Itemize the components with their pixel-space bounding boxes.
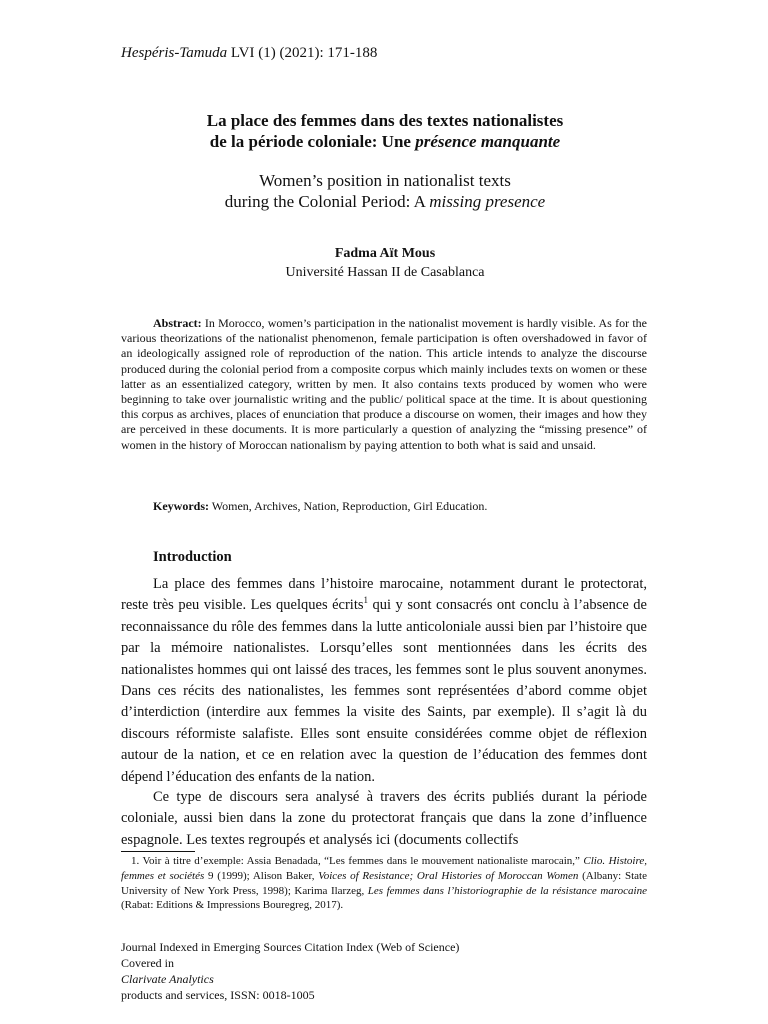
- footnote-text-3: (Albany: State University of New York Press, 1998); Karima Ilarzeg,: [121, 869, 647, 897]
- footnote-text-4: (Rabat: Editions & Impressions Bouregreg, 2017).: [121, 899, 344, 912]
- abstract: [121, 316, 647, 453]
- paragraph-1-text-b: qui y sont consacrés ont conclu à l’absence de reconnaissance du rôle des femmes dans la lutte anticoloniale aussi bien par l’histoire que par la mémoire nationalistes. Lorsqu’elles sont mentionnées dans les écrits des nationalistes hommes qui ont laissé des traces, les femmes sont le plus souvent anonymes. Dans ces récits des nationalistes, les femmes sont représentées d’abord comme objet d’interdiction (interdire aux femmes la visite des Saints, par exemple). Il s’agit là du discours réformiste salafiste. Elles sont ensuite considérées comme objet de réflexion autour de la nation, et ce en relation avec la question de l’éducation des femmes dont dépend l’éducation des enfants de la nation.: [121, 597, 647, 785]
- title-block: [110, 110, 660, 211]
- keywords-label: Keywords:: [153, 499, 209, 513]
- body-paragraph-1: [121, 574, 647, 788]
- paragraph-1-text-a: La place des femmes dans l’histoire marocaine, notamment durant le protectorat, reste très peu visible. Les quelques écrits: [121, 576, 647, 614]
- title-french: [110, 110, 660, 152]
- author-affiliation: Université Hassan II de Casablanca: [285, 265, 485, 280]
- body-paragraph-2: Ce type de discours sera analysé à travers des écrits publiés durant la période coloniale, aussi bien dans la zone du protectorat français que dans la zone d’influence espagnole. Les textes regroupés et analysés ici (documents collectifs: [121, 789, 647, 848]
- journal-issue: LVI (1) (2021): 171-188: [227, 45, 378, 61]
- footer-coverage-prefix: Covered in: [121, 956, 174, 970]
- footnote-italic-1: Clio. Histoire, femmes et sociétés: [121, 855, 647, 882]
- footer-coverage-line: [121, 955, 459, 1003]
- footnote-reference[interactable]: 1: [363, 595, 368, 606]
- journal-footer: [121, 939, 459, 1003]
- title-french-line2: [110, 131, 660, 152]
- section-heading-introduction: Introduction: [153, 549, 232, 565]
- title-french-line1: La place des femmes dans des textes nationalistes: [206, 111, 564, 130]
- title-english: [110, 170, 660, 212]
- author-name: Fadma Aït Mous: [334, 246, 436, 261]
- footnote-italic-2: Voices of Resistance; Oral Histories of Moroccan Women: [318, 869, 579, 882]
- title-english-line2-italic: missing presence: [429, 192, 546, 211]
- abstract-text: In Morocco, women’s participation in the nationalist movement is hardly visible. As for the various theorizations of the nationalist phenomenon, female participation is often overshadowed in favor of an ideologically assigned role of reproduction of the nation. This article intends to analyze the discourse produced during the colonial period from a composite corpus which mainly includes texts on women or these latter as an essentialized category, written by men. It also contains texts produced by women who were beginning to take over journalistic writing and the public/ political space at the time. It is about questioning this corpus as archives, places of enunciation that produce a discourse on women, their images and how they are perceived in these documents. It is more particularly a question of analyzing the “missing presence” of women in the history of Moroccan nationalism by paying attention to both what is said and unsaid.: [121, 316, 647, 452]
- footer-coverage-italic: Clarivate Analytics: [121, 972, 214, 986]
- title-french-line2-text: de la période coloniale: Une: [209, 132, 416, 151]
- journal-name: Hespéris-Tamuda: [121, 45, 228, 61]
- keywords-text: Women, Archives, Nation, Reproduction, Girl Education.: [209, 499, 488, 513]
- running-head: [121, 44, 377, 62]
- title-english-line2-text: during the Colonial Period: A: [224, 192, 430, 211]
- footnote-text-2: 9 (1999); Alison Baker,: [204, 869, 319, 882]
- title-french-line2-italic: présence manquante: [415, 132, 561, 151]
- keywords: [121, 499, 647, 514]
- footnote-text-1: 1. Voir à titre d’exemple: Assia Benadada, “Les femmes dans le mouvement nationaliste marocain,”: [131, 855, 584, 867]
- footnote-1: [121, 854, 647, 913]
- abstract-label: Abstract:: [153, 316, 202, 330]
- footer-indexing-line: Journal Indexed in Emerging Sources Citation Index (Web of Science): [121, 940, 460, 954]
- footer-coverage-suffix: products and services, ISSN: 0018-1005: [121, 988, 315, 1002]
- title-english-line1: Women’s position in nationalist texts: [259, 171, 511, 190]
- title-english-line2: [110, 191, 660, 212]
- footnote-italic-3: Les femmes dans l’historiographie de la résistance marocaine: [367, 884, 647, 897]
- footnote-divider: [121, 851, 195, 852]
- author-block: [110, 244, 660, 282]
